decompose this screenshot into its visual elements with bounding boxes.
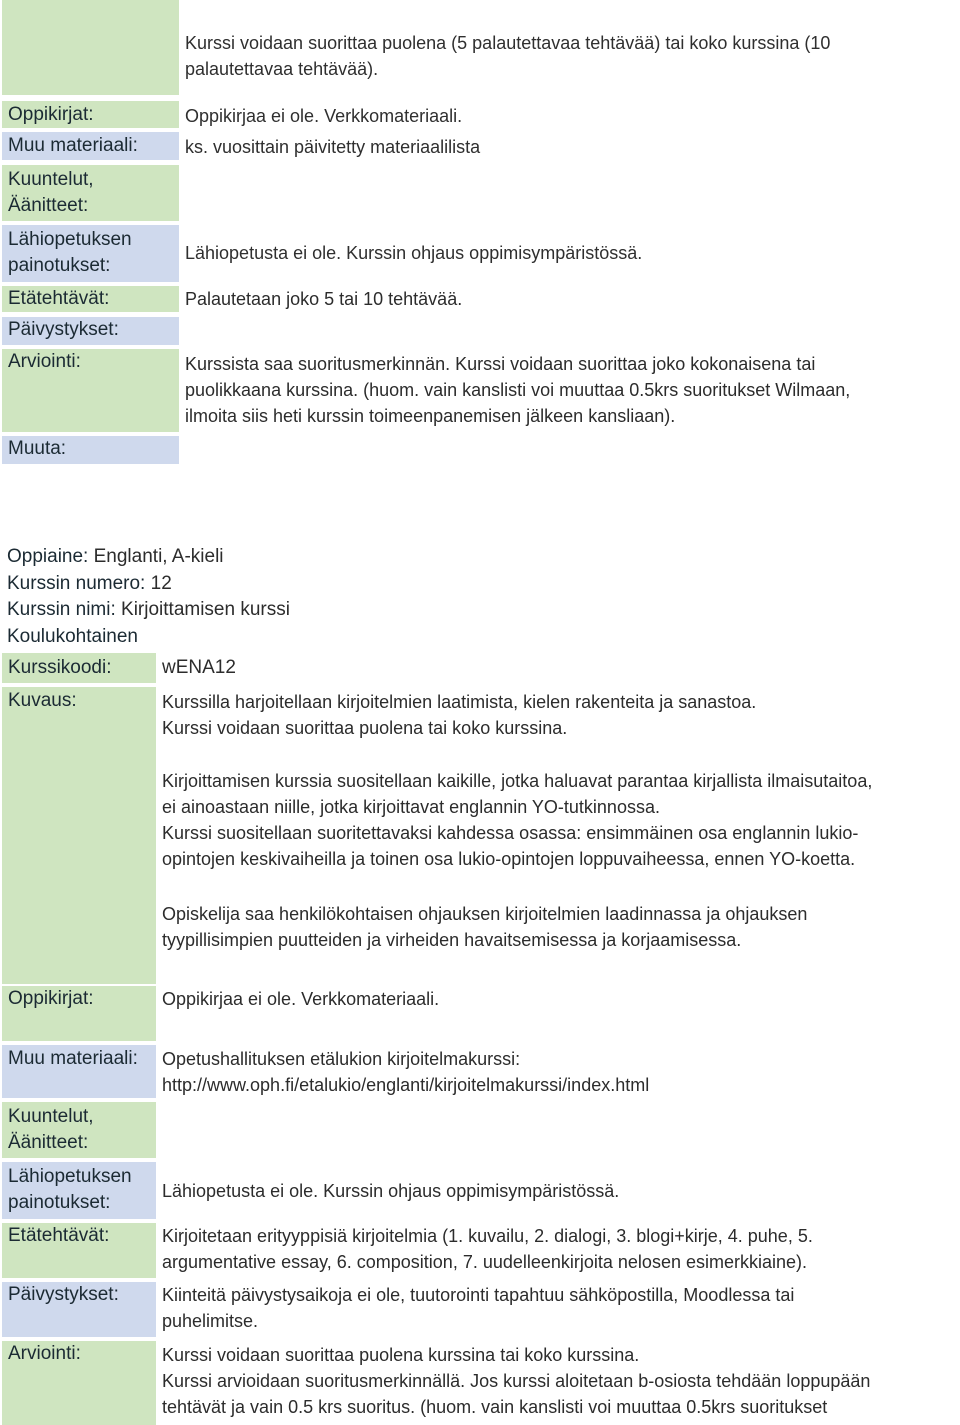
top-description-line-2: palautettavaa tehtävää). — [185, 59, 379, 79]
value-lahiopetuksen-2: Lähiopetusta ei ole. Kurssin ohjaus oppimisympäristössä. — [162, 1181, 620, 1201]
arviointi-line-1: Kurssista saa suoritusmerkinnän. Kurssi voidaan suorittaa joko kokonaisena tai — [185, 354, 816, 374]
value-paivystykset-2: Kiinteitä päivystysaikoja ei ole, tuutorointi tapahtuu sähköpostilla, Moodlessa tai puhelimitse. — [162, 1285, 795, 1331]
label-top-empty — [2, 0, 179, 95]
label-arviointi: Arviointi: — [2, 349, 179, 432]
kurssin-numero-value: 12 — [150, 573, 172, 594]
oppiaine-value: Englanti, A-kieli — [93, 546, 224, 567]
label-muu-materiaali-2: Muu materiaali: — [2, 1045, 156, 1098]
oppiaine-line — [7, 544, 224, 570]
label-oppikirjat-2: Oppikirjat: — [2, 986, 156, 1041]
label-paivystykset: Päivystykset: — [2, 317, 179, 345]
oppiaine-label: Oppiaine: — [7, 546, 89, 567]
value-oppikirjat: Oppikirjaa ei ole. Verkkomateriaali. — [185, 106, 463, 126]
koulukohtainen: Koulukohtainen — [7, 626, 138, 647]
kurssin-nimi-label: Kurssin nimi: — [7, 599, 116, 620]
value-kuvaus-p3: Opiskelija saa henkilökohtaisen ohjauksen kirjoitelmien laadinnassa ja ohjauksen tyypillisimpien puutteiden ja virheiden havaitsemisessa ja korjaamisessa. — [162, 904, 808, 950]
top-description — [185, 30, 830, 82]
kurssin-numero-label: Kurssin numero: — [7, 573, 146, 594]
value-etatehtavat-2: Kirjoitetaan erityyppisiä kirjoitelmia (1. kuvailu, 2. dialogi, 3. blogi+kirje, 4. puhe, 5. argumentative essay, 6. composition, 7. uudelleenkirjoita nelosen esimerkkiaine). — [162, 1226, 813, 1272]
label-kurssikoodi: Kurssikoodi: — [2, 653, 156, 683]
value-kurssikoodi: wENA12 — [162, 657, 236, 678]
label-muuta: Muuta: — [2, 436, 179, 464]
label-kuuntelut: Kuuntelut, Äänitteet: — [2, 165, 179, 221]
value-kuvaus-p2: Kirjoittamisen kurssia suositellaan kaikille, jotka haluavat parantaa kirjallista ilmaisutaitoa, ei ainoastaan niille, jotka kirjoittavat englannin YO-tutkinnossa. Kurssi suositellaan suoritettavaksi kahdessa osassa: ensimmäinen osa englannin lukio- opintojen keskivaiheilla ja toinen osa lukio-opintojen loppuvaiheessa, ennen YO-koetta. — [162, 771, 873, 869]
label-kuvaus: Kuvaus: — [2, 687, 156, 984]
kurssin-nimi-line — [7, 597, 290, 623]
value-oppikirjat-2: Oppikirjaa ei ole. Verkkomateriaali. — [162, 989, 440, 1009]
arviointi-line-3: ilmoita siis heti kurssin toimeenpanemisen jälkeen kansliaan). — [185, 406, 676, 426]
label-muu-materiaali: Muu materiaali: — [2, 132, 179, 160]
value-arviointi — [185, 351, 850, 429]
kurssin-nimi-value: Kirjoittamisen kurssi — [121, 599, 290, 620]
value-lahiopetuksen: Lähiopetusta ei ole. Kurssin ohjaus oppimisympäristössä. — [185, 243, 643, 263]
label-etatehtavat-2: Etätehtävät: — [2, 1223, 156, 1278]
label-oppikirjat: Oppikirjat: — [2, 101, 179, 128]
muu-materiaali-text: Opetushallituksen etälukion kirjoitelmakurssi: — [162, 1049, 521, 1069]
value-muu-materiaali: ks. vuosittain päivitetty materiaalilista — [185, 137, 481, 157]
label-lahiopetuksen-2: Lähiopetuksen painotukset: — [2, 1162, 156, 1219]
label-arviointi-2: Arviointi: — [2, 1341, 156, 1425]
value-muu-materiaali-2 — [162, 1046, 649, 1098]
kurssin-numero-line — [7, 571, 172, 597]
arviointi-line-2: puolikkaana kurssina. (huom. vain kanslisti voi muuttaa 0.5krs suoritukset Wilmaan, — [185, 380, 851, 400]
value-kuvaus-p1: Kurssilla harjoitellaan kirjoitelmien laatimista, kielen rakenteita ja sanastoa. Kurssi voidaan suorittaa puolena tai koko kurssina. — [162, 692, 757, 738]
label-paivystykset-2: Päivystykset: — [2, 1282, 156, 1337]
label-lahiopetuksen: Lähiopetuksen painotukset: — [2, 225, 179, 282]
top-description-line-1: Kurssi voidaan suorittaa puolena (5 palautettavaa tehtävää) tai koko kurssina (10 — [185, 33, 831, 53]
value-arviointi-2: Kurssi voidaan suorittaa puolena kurssina tai koko kurssina. Kurssi arvioidaan suoritusmerkinnällä. Jos kurssi aloitetaan b-osiosta tehdään loppupään tehtävät ja vain 0.5 krs suoritus. (huom. vain kanslisti voi muuttaa 0.5krs suoritukset — [162, 1345, 871, 1417]
label-etatehtavat: Etätehtävät: — [2, 286, 179, 312]
value-etatehtavat: Palautetaan joko 5 tai 10 tehtävää. — [185, 289, 463, 309]
muu-materiaali-link[interactable]: http://www.oph.fi/etalukio/englanti/kirjoitelmakurssi/index.html — [162, 1075, 650, 1095]
label-kuuntelut-2: Kuuntelut, Äänitteet: — [2, 1102, 156, 1158]
